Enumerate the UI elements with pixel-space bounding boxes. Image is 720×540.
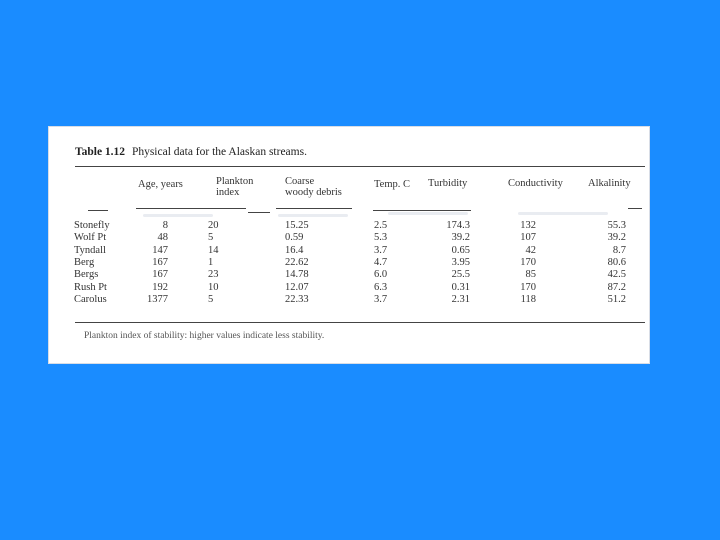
cell-debris: 12.07 (285, 281, 309, 293)
scan-smudge (388, 212, 468, 215)
cell-temp: 6.3 (374, 281, 388, 293)
cell-alkalinity: 39.2 (607, 232, 626, 244)
cell-temp: 5.3 (374, 232, 388, 244)
cell-turbidity: 0.65 (451, 244, 470, 256)
cell-alkalinity: 80.6 (607, 256, 626, 268)
cell-age: 8 (162, 220, 168, 231)
header-rule-seg (628, 208, 642, 209)
cell-plankton: 14 (208, 244, 219, 256)
table-footnote: Plankton index of stability: higher values indicate less stability. (84, 331, 325, 341)
cell-alkalinity: 8.7 (612, 244, 626, 256)
cell-conductivity: 170 (520, 281, 536, 293)
scan-smudge (278, 214, 348, 217)
cell-debris: 0.59 (285, 232, 304, 244)
header-rule-seg (276, 208, 352, 209)
table-number: Table 1.12 (75, 146, 126, 158)
header-turbidity: Turbidity (428, 178, 468, 189)
scan-smudge (143, 214, 213, 217)
top-rule (75, 166, 645, 167)
cell-debris: 15.25 (285, 220, 309, 231)
cell-debris: 22.33 (285, 293, 309, 305)
cell-conductivity: 170 (520, 256, 536, 268)
header-debris-line1: Coarse (285, 176, 315, 187)
cell-debris: 22.62 (285, 256, 309, 268)
cell-age: 48 (157, 232, 168, 244)
cell-age: 147 (152, 244, 168, 256)
row-stream-name: Stonefly (74, 220, 110, 231)
scan-smudge (518, 212, 608, 215)
cell-conductivity: 132 (520, 220, 536, 231)
cell-conductivity: 85 (525, 269, 536, 281)
cell-age: 1377 (147, 293, 168, 305)
cell-age: 167 (152, 269, 168, 281)
cell-age: 167 (152, 256, 168, 268)
cell-turbidity: 3.95 (451, 256, 470, 268)
cell-turbidity: 39.2 (451, 232, 470, 244)
cell-age: 192 (152, 281, 168, 293)
header-temp: Temp. C (374, 179, 411, 190)
cell-plankton: 20 (208, 220, 219, 231)
header-conductivity: Conductivity (508, 178, 563, 189)
header-plankton (216, 176, 253, 198)
cell-temp: 4.7 (374, 256, 388, 268)
table-title: Physical data for the Alaskan streams. (131, 146, 307, 158)
cell-temp: 3.7 (374, 293, 388, 305)
row-stream-name: Wolf Pt (74, 232, 107, 244)
cell-temp: 3.7 (374, 244, 388, 256)
cell-turbidity: 25.5 (451, 269, 470, 281)
header-plankton-line2: index (216, 187, 240, 198)
header-debris (285, 176, 342, 198)
cell-plankton: 10 (208, 281, 219, 293)
cell-alkalinity: 87.2 (607, 281, 626, 293)
cell-plankton: 5 (208, 293, 214, 305)
cell-alkalinity: 51.2 (607, 293, 626, 305)
cell-conductivity: 118 (520, 293, 536, 305)
header-rule-seg (248, 212, 270, 213)
cell-conductivity: 107 (520, 232, 536, 244)
header-rule-seg (136, 208, 246, 209)
document-page (48, 126, 650, 364)
row-stream-name: Tyndall (74, 244, 106, 256)
cell-plankton: 23 (208, 269, 219, 281)
header-debris-line2: woody debris (285, 187, 342, 198)
bottom-rule (75, 322, 645, 323)
header-age: Age, years (138, 179, 183, 190)
cell-conductivity: 42 (525, 244, 536, 256)
cell-debris: 14.78 (285, 269, 309, 281)
header-rule-seg (88, 210, 108, 211)
cell-alkalinity: 55.3 (607, 220, 626, 231)
cell-turbidity: 0.31 (451, 281, 470, 293)
cell-debris: 16.4 (285, 244, 304, 256)
cell-turbidity: 2.31 (451, 293, 470, 305)
cell-temp: 2.5 (374, 220, 388, 231)
header-plankton-line1: Plankton (216, 176, 254, 187)
cell-turbidity: 174.3 (446, 220, 470, 231)
cell-temp: 6.0 (374, 269, 388, 281)
row-stream-name: Bergs (74, 269, 99, 281)
row-stream-name: Carolus (74, 293, 107, 305)
cell-plankton: 1 (208, 256, 214, 268)
row-stream-name: Rush Pt (74, 281, 107, 293)
header-alkalinity: Alkalinity (588, 178, 631, 189)
row-stream-name: Berg (74, 256, 95, 268)
header-rule-seg (373, 210, 471, 211)
cell-alkalinity: 42.5 (607, 269, 626, 281)
table-caption (75, 146, 307, 158)
cell-plankton: 5 (208, 232, 214, 244)
